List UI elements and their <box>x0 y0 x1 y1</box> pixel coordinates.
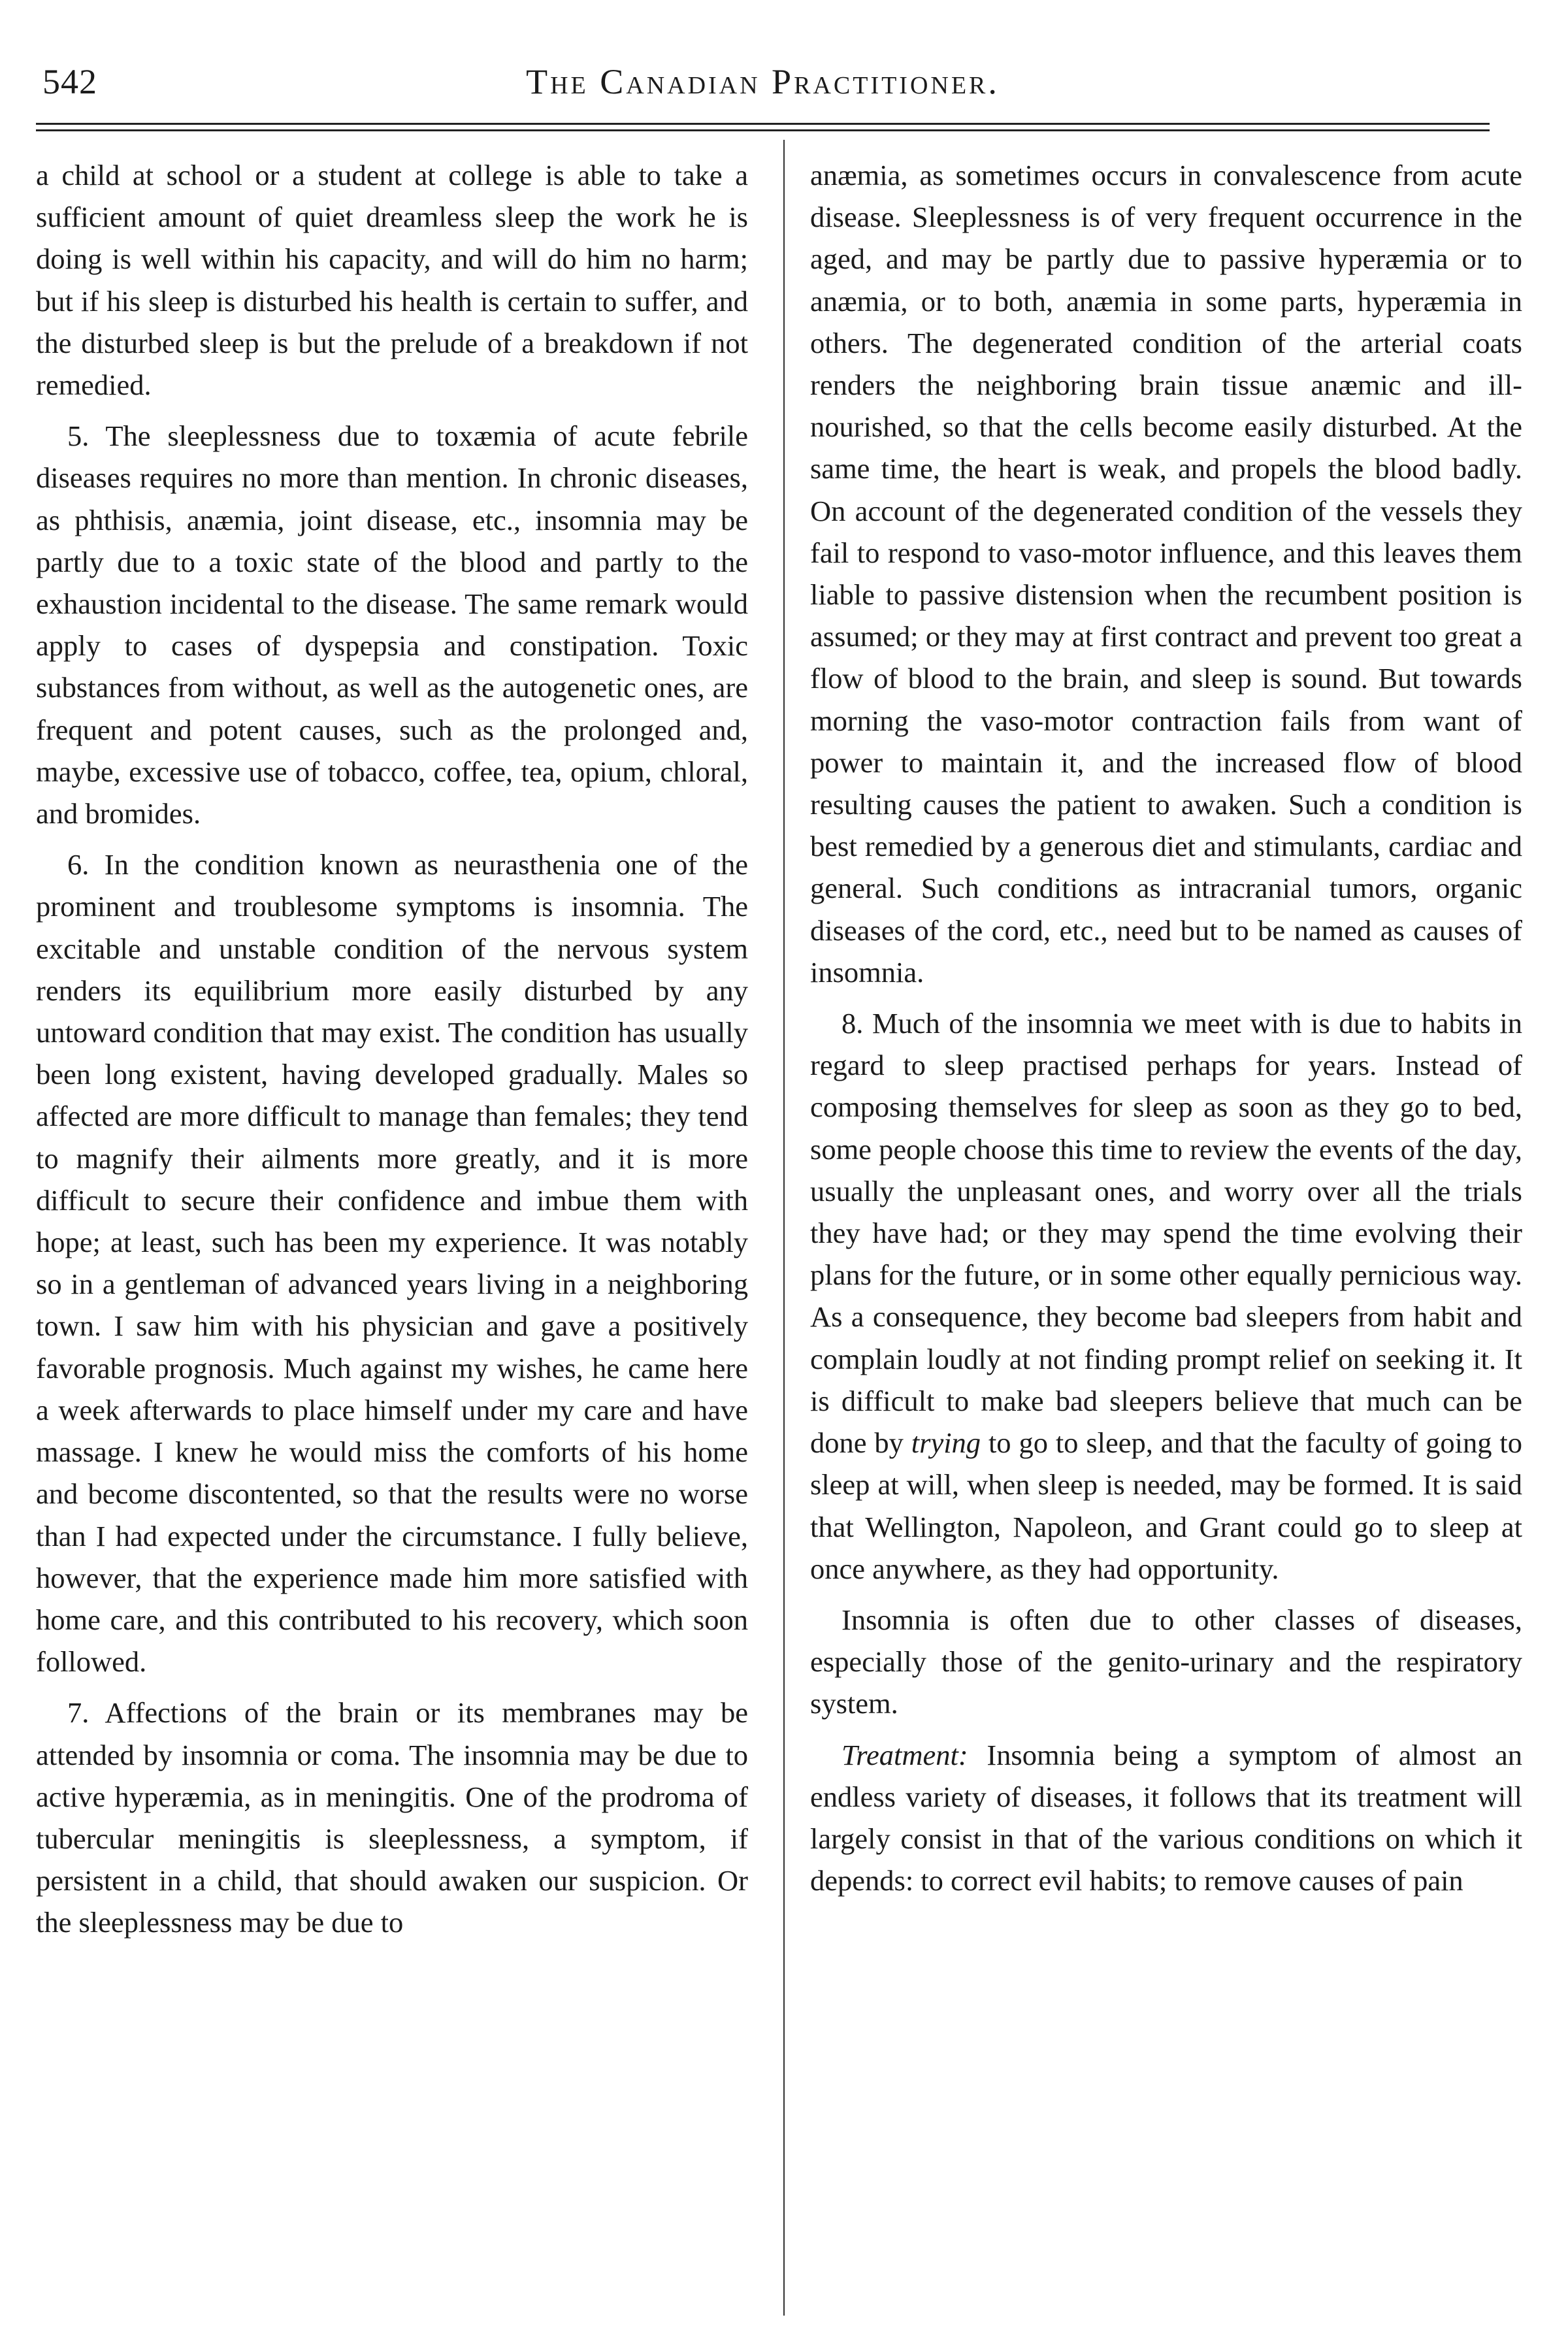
treatment-heading: Treatment: <box>841 1738 968 1771</box>
page-number: 542 <box>42 62 97 101</box>
paragraph-other-diseases: Insomnia is often due to other classes of diseases, especially those of the genito-urinary and the respiratory system. <box>810 1603 1522 1720</box>
trying-emphasis: trying <box>911 1426 981 1460</box>
page-header <box>36 51 1490 110</box>
header-rule <box>36 123 1490 125</box>
paragraph-treatment <box>810 1734 1522 1902</box>
paragraph-7-brain-affections: 7. Affections of the brain or its membranes may be attended by insomnia or coma. The insomnia may be due to active hyperæmia, as in meningitis. One of the prodroma of tubercular meningitis is sleeplessness, a symptom, if persistent in a child, that should awaken our suspicion. Or the sleeplessness may be due to <box>36 1696 748 1939</box>
paragraph-anaemia-continuation: anæmia, as sometimes occurs in convalescence from acute disease. Sleeplessness is of very frequent occurrence in the aged, and may be partly due to passive hyperæmia or to anæmia, or to both, anæmia in some parts, hyperæmia in others. The degenerated condition of the arterial coats renders the neighboring brain tissue anæmic and ill-nourished, so that the cells become easily disturbed. At the same time, the heart is weak, and propels the blood badly. On account of the degenerated condition of the vessels they fail to respond to vaso-motor influence, and this leaves them liable to passive distension when the recumbent position is assumed; or they may at first contract and prevent too great a flow of blood to the brain, and sleep is sound. But towards morning the vaso-motor contraction fails from want of power to maintain it, and the increased flow of blood resulting causes the patient to awaken. Such a condition is best remedied by a generous diet and stimulants, cardiac and general. Such conditions as intracranial tumors, organic diseases of the cord, etc., need but to be named as causes of insomnia. <box>810 159 1522 989</box>
header-rule-double <box>36 129 1490 131</box>
right-column <box>810 154 1522 1910</box>
column-divider <box>783 140 785 2316</box>
left-column <box>36 154 748 1953</box>
running-title: The Canadian Practitioner. <box>526 62 1000 101</box>
paragraph-continuation: a child at school or a student at college is able to take a sufficient amount of quiet dreamless sleep the work he is doing is well within his capacity, and will do him no harm; but if his sleep is disturbed his health is certain to suffer, and the disturbed sleep is but the prelude of a breakdown if not remedied. <box>36 159 748 402</box>
habits-text-start: 8. Much of the insomnia we meet with is due to habits in regard to sleep practised perhaps for years. Instead of composing themselves for sleep as soon as they go to bed, some people choose this time to review the events of the day, usually the unpleasant ones, and worry over all the trials they have had; or they may spend the time evolving their plans for the future, or in some other equally pernicious way. As a consequence, they become bad sleepers from habit and complain loudly at not finding prompt relief on seeking it. It is difficult to make bad sleepers believe that much can be done by <box>810 1007 1522 1460</box>
paragraph-5-toxaemia: 5. The sleeplessness due to toxæmia of acute febrile diseases requires no more than mention. In chronic diseases, as phthisis, anæmia, joint disease, etc., insomnia may be partly due to a toxic state of the blood and partly to the exhaustion incidental to the disease. The same remark would apply to cases of dyspepsia and constipation. Toxic substances from without, as well as the autogenetic ones, are frequent and potent causes, such as the prolonged and, maybe, excessive use of tobacco, coffee, tea, opium, chloral, and bromides. <box>36 419 748 830</box>
paragraph-6-neurasthenia: 6. In the condition known as neurasthenia one of the prominent and troublesome symptoms is insomnia. The excitable and unstable condition of the nervous system renders its equilibrium more easily disturbed by any untoward condition that may exist. The condition has usually been long existent, having developed gradually. Males so affected are more difficult to manage than females; they tend to magnify their ailments more greatly, and it is more difficult to secure their confidence and imbue them with hope; at least, such has been my experience. It was notably so in a gentleman of advanced years living in a neighboring town. I saw him with his physician and gave a positively favorable prognosis. Much against my wishes, he came here a week afterwards to place himself under my care and have massage. I knew he would miss the comforts of his home and become discontented, so that the results were no worse than I had expected under the circumstance. I fully believe, however, that the experience made him more satisfied with home care, and this contributed to his recovery, which soon followed. <box>36 848 748 1679</box>
paragraph-8-habits <box>810 1002 1522 1590</box>
treatment-text: Insomnia being a symptom of almost an endless variety of diseases, it follows that its treatment will largely consist in that of the various conditions on which it depends: to correct evil habits; to remove causes of pain <box>810 1738 1522 1897</box>
habits-text-end: to go to sleep, and that the faculty of going to sleep at will, when sleep is needed, may be formed. It is said that Wellington, Napoleon, and Grant could go to sleep at once anywhere, as they had opportunity. <box>810 1426 1522 1585</box>
